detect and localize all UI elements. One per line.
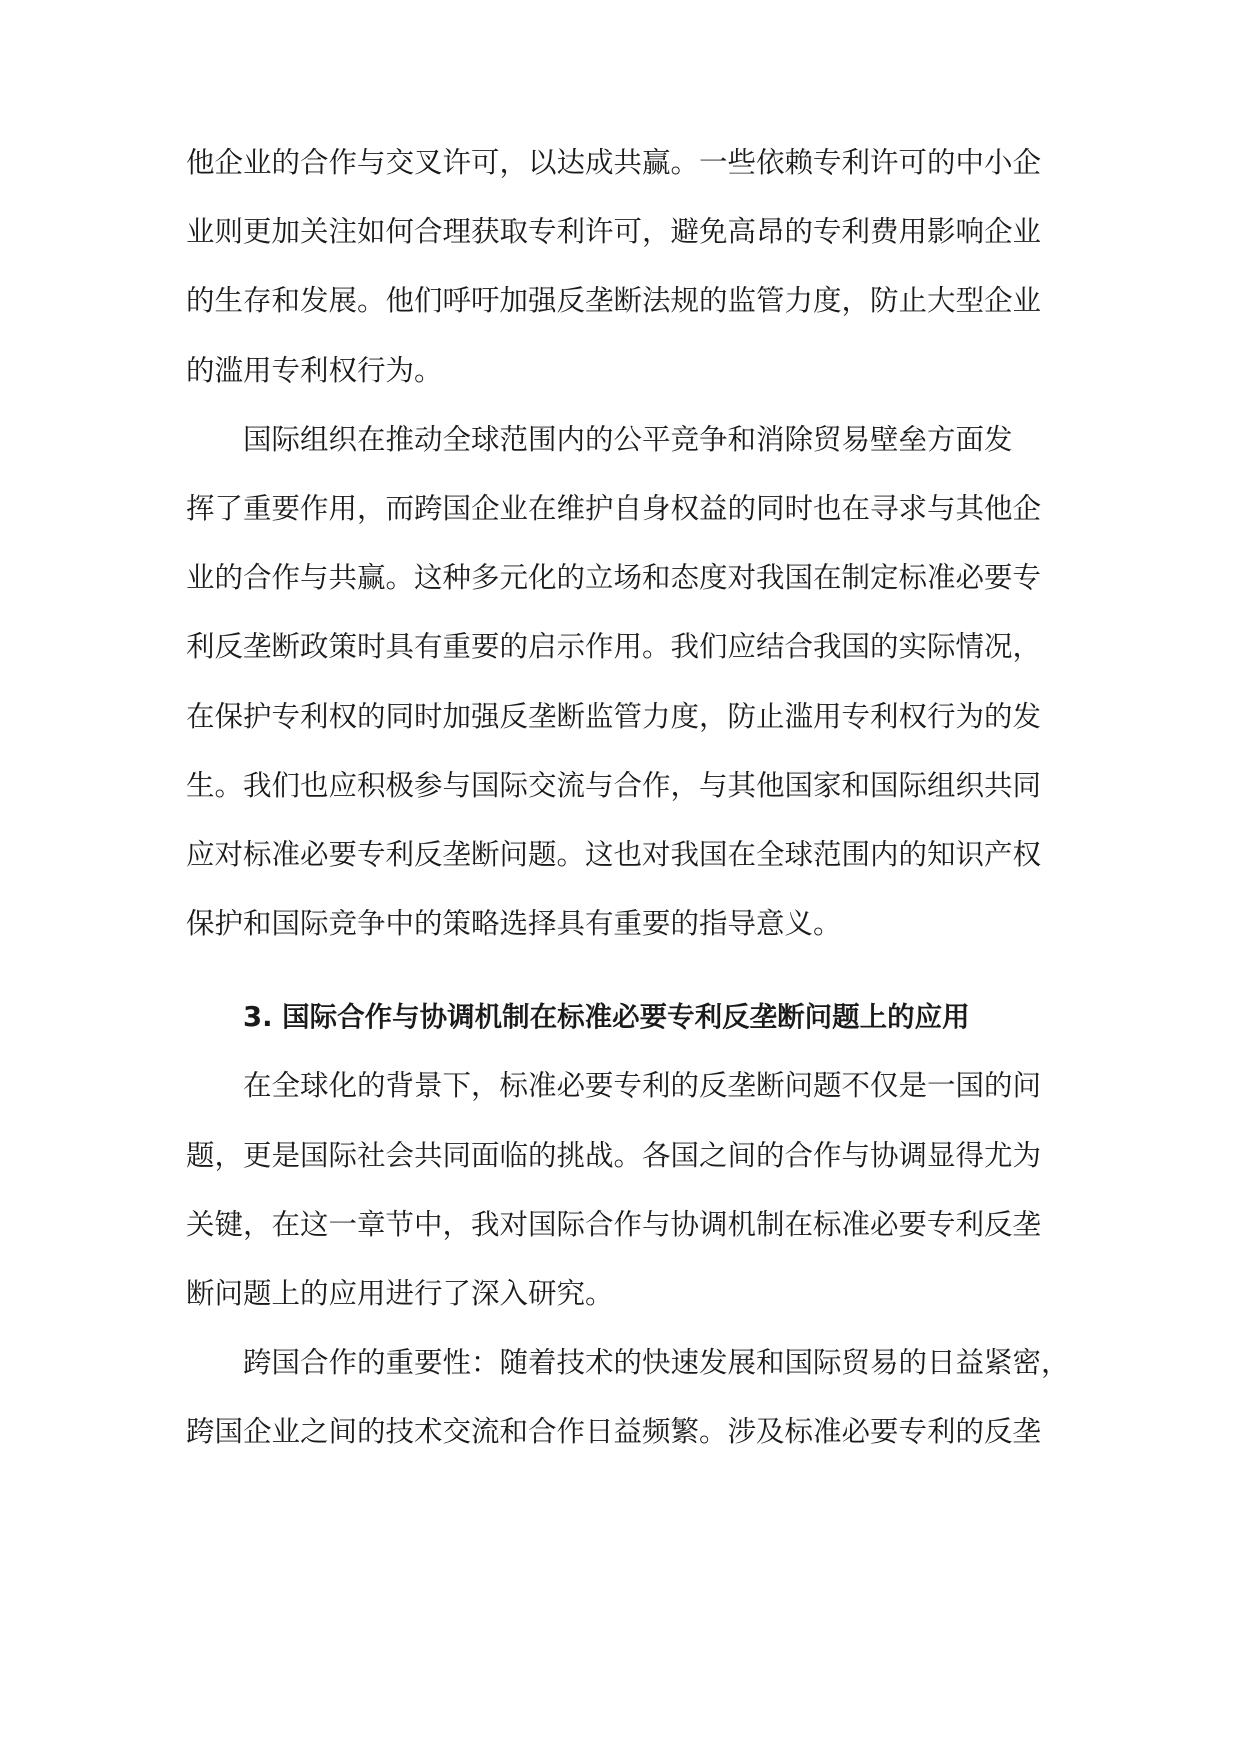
- paragraph-1: [186, 147, 1058, 424]
- spacer: [186, 977, 1058, 1001]
- section-heading: 3. 国际合作与协调机制在标准必要专利反垄断问题上的应用: [243, 1001, 970, 1034]
- text-line: 跨国企业之间的技术交流和合作日益频繁。涉及标准必要专利的反垄: [186, 1415, 1042, 1449]
- text-line: 关键，在这一章节中，我对国际合作与协调机制在标准必要专利反垄: [186, 1207, 1042, 1241]
- text-line: 挥了重要作用，而跨国企业在维护自身权益的同时也在寻求与其他企: [186, 491, 1042, 525]
- text-line: 国际组织在推动全球范围内的公平竞争和消除贸易壁垒方面发: [243, 422, 1013, 456]
- text-line: 应对标准必要专利反垄断问题。这也对我国在全球范围内的知识产权: [186, 837, 1042, 871]
- text-line: 生。我们也应积极参与国际交流与合作，与其他国家和国际组织共同: [186, 768, 1042, 802]
- text-line: 利反垄断政策时具有重要的启示作用。我们应结合我国的实际情况，: [186, 630, 1042, 664]
- text-line: 业则更加关注如何合理获取专利许可，避免高昂的专利费用影响企业: [186, 215, 1042, 249]
- text-line: 题，更是国际社会共同面临的挑战。各国之间的合作与协调显得尤为: [186, 1138, 1042, 1172]
- text-line: 跨国合作的重要性：随着技术的快速发展和国际贸易的日益紧密，: [243, 1346, 1070, 1380]
- text-line: 断问题上的应用进行了深入研究。: [186, 1277, 614, 1310]
- text-line: 的滥用专利权行为。: [186, 353, 443, 387]
- text-line: 在保护专利权的同时加强反垄断监管力度，防止滥用专利权行为的发: [186, 699, 1042, 733]
- document-body: [186, 146, 1070, 1486]
- text-line: 业的合作与共赢。这种多元化的立场和态度对我国在制定标准必要专: [186, 561, 1042, 595]
- paragraph-3: [186, 1070, 1058, 1347]
- text-line: 保护和国际竞争中的策略选择具有重要的指导意义。: [186, 907, 842, 941]
- text-line: 在全球化的背景下，标准必要专利的反垄断问题不仅是一国的问: [243, 1069, 1042, 1103]
- text-line: 他企业的合作与交叉许可，以达成共赢。一些依赖专利许可的中小企: [186, 146, 1042, 179]
- text-line: 的生存和发展。他们呼吁加强反垄断法规的监管力度，防止大型企业: [186, 284, 1042, 318]
- paragraph-2: [186, 424, 1058, 978]
- paragraph-4: [186, 1346, 1070, 1485]
